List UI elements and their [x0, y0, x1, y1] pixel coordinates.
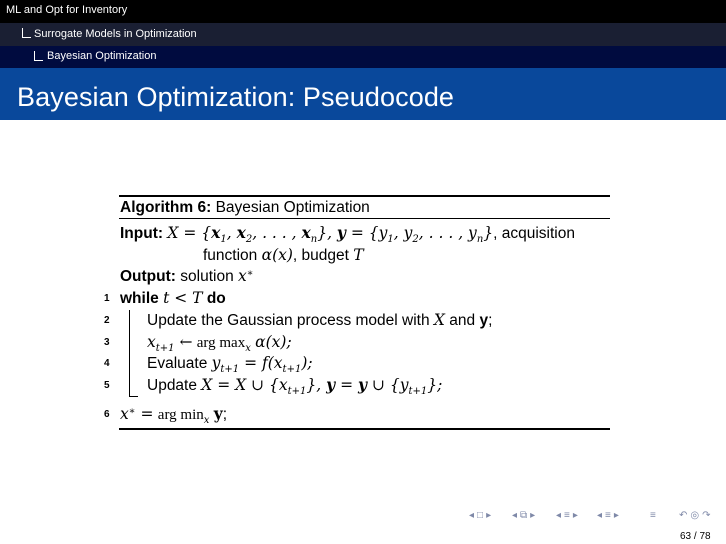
algorithm-step-update-gp: Update the Gaussian process model with X and y;: [147, 311, 493, 329]
step5-text: Update: [147, 377, 197, 394]
step3-rhs: α(x);: [255, 333, 292, 351]
nav-appendix-group[interactable]: [650, 508, 656, 522]
step4-formula: $y_{t+1} = f(x_{t+1})$;: [211, 354, 313, 375]
header-subsubsection[interactable]: [0, 46, 726, 68]
step6-y: y: [213, 404, 223, 423]
nav-right-arrow-icon[interactable]: ▸: [572, 509, 578, 521]
header-section-label[interactable]: ML and Opt for Inventory: [6, 4, 128, 16]
algorithm-step-argmax: [147, 333, 292, 354]
budget-symbol: T: [353, 246, 364, 264]
algorithm-top-rule: [119, 195, 610, 197]
line-number: 5: [104, 380, 110, 391]
algorithm-output-line: [120, 267, 254, 288]
while-condition: t < T: [163, 289, 203, 307]
algorithm-mid-rule: [119, 218, 610, 219]
algorithm-bottom-rule: [119, 428, 610, 430]
nav-right-arrow-icon[interactable]: ▸: [613, 509, 619, 521]
nav-section-group[interactable]: [556, 508, 578, 522]
algorithm-caption-label: Algorithm 6:: [120, 199, 212, 216]
nav-search-icon[interactable]: ◎: [690, 509, 700, 521]
page-number: 63 / 78: [680, 531, 711, 542]
algorithm-input-line1: [120, 224, 575, 245]
input-label: Input:: [120, 225, 164, 242]
step2-X: X: [433, 311, 445, 329]
algorithm-step-evaluate: [147, 354, 313, 375]
step6-lhs: x∗ =: [120, 405, 154, 423]
nav-document-icon[interactable]: ≡: [605, 509, 611, 521]
input-text-function: function: [203, 247, 258, 264]
nav-subsection-group[interactable]: [512, 508, 535, 522]
nav-back-icon[interactable]: ↶: [679, 509, 688, 521]
algorithm-caption: [120, 199, 370, 217]
step4-text: Evaluate: [147, 355, 208, 372]
header-section[interactable]: [0, 0, 726, 23]
nav-search-group[interactable]: [679, 508, 711, 522]
nav-left-arrow-icon[interactable]: ◂: [469, 509, 475, 521]
header-subsubsection-label[interactable]: Bayesian Optimization: [47, 50, 157, 62]
argmax-operator: arg max: [196, 335, 246, 351]
line-number: 2: [104, 315, 110, 326]
nav-right-arrow-icon[interactable]: ▸: [486, 509, 492, 521]
step2-y: y: [479, 312, 489, 329]
output-text: solution: [180, 268, 234, 285]
argmin-subscript: x: [203, 415, 210, 426]
step3-lhs: $x_{t+1}$ ←: [147, 333, 193, 354]
algorithm-step-update-data: [147, 376, 442, 397]
while-block-foot: [129, 396, 138, 397]
output-label: Output:: [120, 268, 176, 285]
step2-text: Update the Gaussian process model with: [147, 312, 430, 329]
line-number: 4: [104, 358, 110, 369]
nav-section-icon[interactable]: ≡: [564, 509, 570, 521]
argmin-operator: arg min: [157, 407, 204, 423]
nav-frame-icon[interactable]: □: [477, 509, 484, 521]
nav-subsection-icon[interactable]: ⧉: [520, 509, 528, 521]
algorithm-caption-title: Bayesian Optimization: [215, 199, 370, 216]
argmax-subscript: x: [245, 343, 251, 354]
nav-frame-group[interactable]: [469, 508, 491, 522]
tree-connector-icon: [22, 28, 31, 38]
algorithm-step-while: [120, 289, 226, 308]
while-keyword: while: [120, 290, 159, 307]
nav-left-arrow-icon[interactable]: ◂: [512, 509, 518, 521]
line-number: 1: [104, 293, 110, 304]
line-number: 6: [104, 409, 110, 420]
frame-title-bar: [0, 68, 726, 120]
frame-title: Bayesian Optimization: Pseudocode: [17, 82, 455, 112]
step5-formula: X = X ∪ $\{x_{t+1}\}$, y = y ∪ $\{y_{t+1}\}$;: [201, 375, 443, 397]
nav-left-arrow-icon[interactable]: ◂: [556, 509, 562, 521]
input-formula: $X = \{x_1$, $x_2$, . . . , $x_n$}, $y = \{y_1$, $y_2$, . . . , $y_n$}: [167, 223, 494, 245]
output-formula: x∗: [238, 267, 254, 285]
step2-and: and: [449, 312, 476, 329]
algorithm-step-argmin: x∗ = arg $\min_x y$;: [120, 404, 228, 426]
input-text-budget: , budget: [292, 247, 349, 264]
acquisition-formula: α(x): [261, 246, 293, 264]
header-subsection-label[interactable]: Surrogate Models in Optimization: [34, 28, 197, 40]
algorithm-input-line2: [203, 246, 364, 265]
do-keyword: do: [206, 290, 226, 307]
nav-right-arrow-icon[interactable]: ▸: [530, 509, 536, 521]
nav-document-group[interactable]: [597, 508, 619, 522]
input-text-end: , acquisition: [493, 225, 575, 242]
tree-connector-icon: [34, 51, 43, 61]
nav-forward-icon[interactable]: ↷: [702, 509, 711, 521]
while-block-bar: [129, 310, 130, 397]
line-number: 3: [104, 337, 110, 348]
nav-left-arrow-icon[interactable]: ◂: [597, 509, 603, 521]
nav-appendix-icon[interactable]: ≡: [650, 509, 656, 521]
header-subsection[interactable]: [0, 23, 726, 46]
